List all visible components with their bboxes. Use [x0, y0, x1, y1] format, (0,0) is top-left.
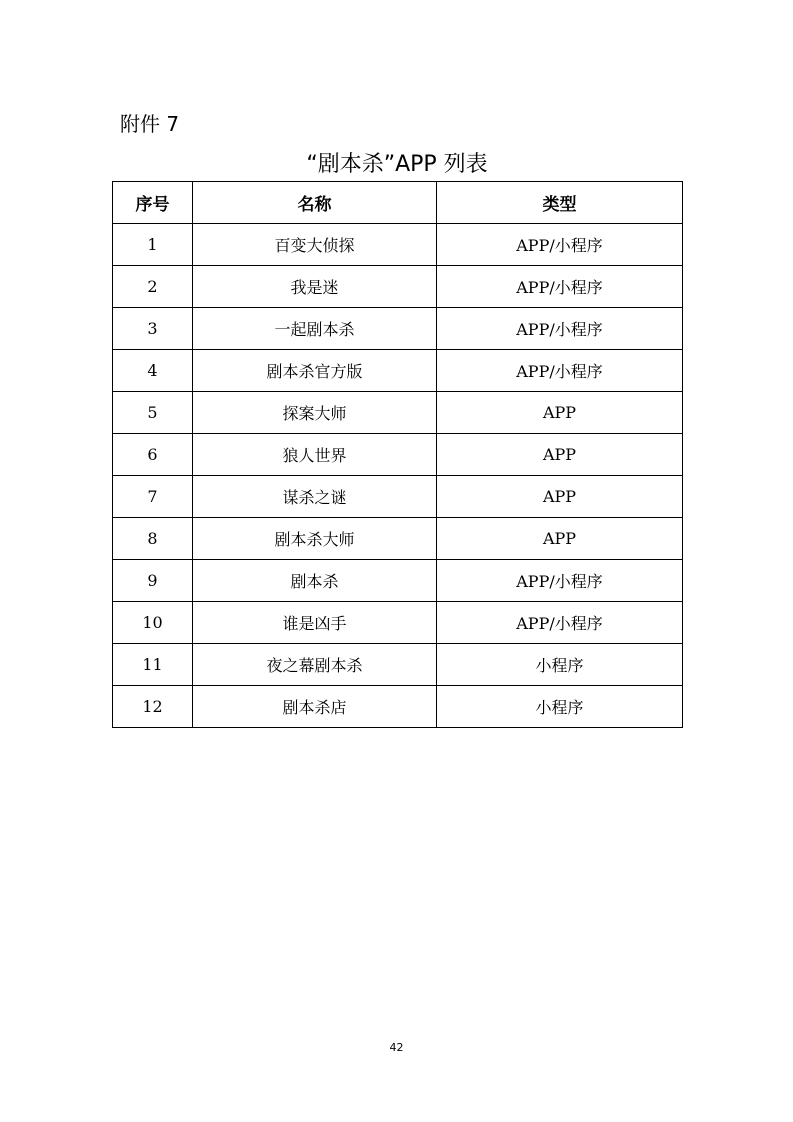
cell-type: APP: [437, 392, 683, 434]
cell-index: 2: [113, 266, 193, 308]
cell-index: 11: [113, 644, 193, 686]
table-row: [113, 602, 683, 644]
table-row: [113, 266, 683, 308]
cell-name: 夜之幕剧本杀: [193, 644, 437, 686]
table-row: [113, 308, 683, 350]
cell-type: APP: [437, 434, 683, 476]
table-row: [113, 686, 683, 728]
cell-type: APP/小程序: [437, 350, 683, 392]
cell-name: 剧本杀店: [193, 686, 437, 728]
table-row: [113, 392, 683, 434]
cell-index: 9: [113, 560, 193, 602]
cell-type: APP/小程序: [437, 602, 683, 644]
cell-name: 剧本杀大师: [193, 518, 437, 560]
cell-name: 一起剧本杀: [193, 308, 437, 350]
table-row: [113, 644, 683, 686]
cell-index: 1: [113, 224, 193, 266]
table-row: [113, 434, 683, 476]
cell-type: APP: [437, 476, 683, 518]
cell-index: 5: [113, 392, 193, 434]
cell-index: 8: [113, 518, 193, 560]
cell-type: APP/小程序: [437, 224, 683, 266]
header-type: 类型: [437, 182, 683, 224]
cell-type: APP/小程序: [437, 266, 683, 308]
cell-name: 百变大侦探: [193, 224, 437, 266]
attachment-label: 附件 7: [120, 112, 180, 136]
cell-name: 谋杀之谜: [193, 476, 437, 518]
cell-name: 谁是凶手: [193, 602, 437, 644]
table-row: [113, 560, 683, 602]
cell-type: APP/小程序: [437, 560, 683, 602]
app-list-table: [112, 181, 683, 728]
table-row: [113, 350, 683, 392]
cell-type: APP: [437, 518, 683, 560]
page-number: 42: [389, 1041, 404, 1054]
table-header: [113, 182, 683, 224]
cell-name: 探案大师: [193, 392, 437, 434]
cell-index: 10: [113, 602, 193, 644]
cell-name: 狼人世界: [193, 434, 437, 476]
table-row: [113, 224, 683, 266]
table-header-row: [113, 182, 683, 224]
cell-name: 剧本杀: [193, 560, 437, 602]
cell-index: 7: [113, 476, 193, 518]
cell-index: 12: [113, 686, 193, 728]
document-title: “剧本杀”APP 列表: [306, 152, 488, 177]
cell-index: 4: [113, 350, 193, 392]
table-row: [113, 476, 683, 518]
cell-type: APP/小程序: [437, 308, 683, 350]
cell-type: 小程序: [437, 686, 683, 728]
cell-name: 我是迷: [193, 266, 437, 308]
cell-name: 剧本杀官方版: [193, 350, 437, 392]
table-row: [113, 518, 683, 560]
table-body: [113, 224, 683, 728]
cell-type: 小程序: [437, 644, 683, 686]
cell-index: 3: [113, 308, 193, 350]
header-index: 序号: [113, 182, 193, 224]
cell-index: 6: [113, 434, 193, 476]
header-name: 名称: [193, 182, 437, 224]
